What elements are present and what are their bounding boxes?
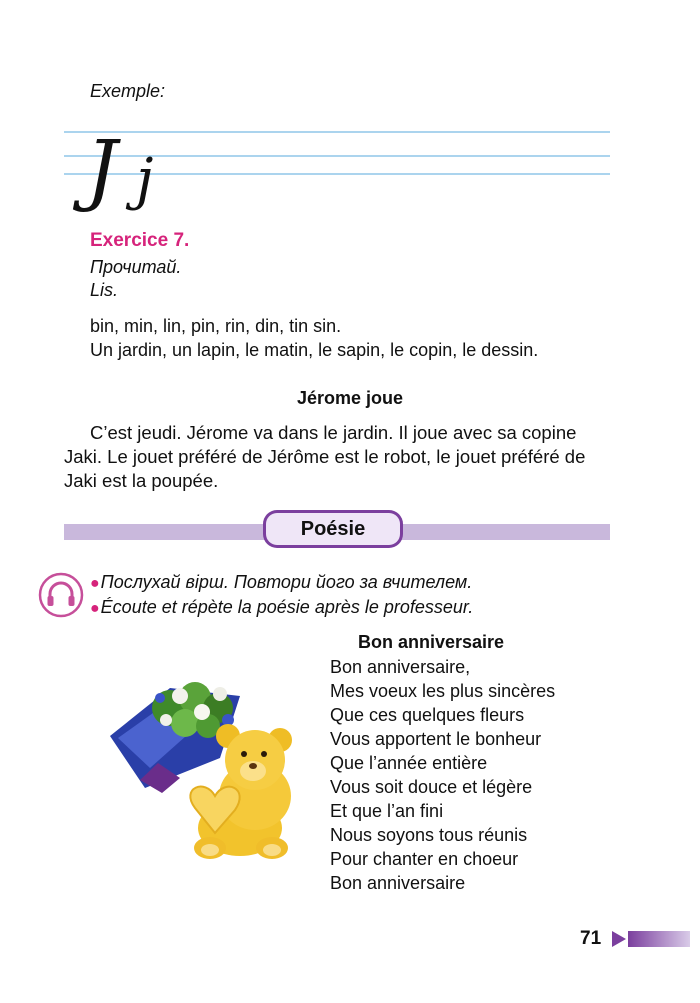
example-label: Exemple:: [90, 81, 166, 101]
exercise-instruction-fr: Lis.: [90, 280, 119, 300]
triangle-marker-icon: [612, 929, 690, 949]
words-line: Un jardin, un lapin, le matin, le sapin, le copin, le dessin.: [90, 340, 539, 360]
poem-line: Bon anniversaire,: [330, 657, 471, 677]
teddy-bear-bouquet-illustration: [100, 668, 305, 863]
section-heading-badge: [263, 510, 403, 548]
poem-line: Vous apportent le bonheur: [330, 729, 542, 749]
syllables-line: bin, min, lin, pin, rin, din, tin sin.: [90, 316, 342, 336]
poem-line: Mes voeux les plus sincères: [330, 681, 556, 701]
exercise-instruction-ua: Прочитай.: [90, 257, 182, 277]
cursive-letters-example: [64, 118, 610, 218]
bullet-icon: ●: [90, 575, 100, 592]
story-text: C’est jeudi. Jérome va dans le jardin. Il joue avec sa copine Jaki. Le jouet préféré de Jérôme est le robot, le jouet préféré de Jaki est la poupée.: [64, 422, 586, 491]
poem-line: Pour chanter en choeur: [330, 849, 519, 869]
instruction-ua: ●Послухай вірш. Повтори його за вчителем.: [90, 572, 473, 592]
poem-title: Bon anniversaire: [358, 632, 505, 652]
poem-line: Bon anniversaire: [330, 873, 466, 893]
instruction-fr: ●Écoute et répète la poésie après le professeur.: [90, 597, 474, 617]
poem-line: Que l’année entière: [330, 753, 488, 773]
bullet-icon: ●: [90, 600, 100, 617]
story-title: Jérome joue: [296, 388, 404, 408]
poem-line: Que ces quelques fleurs: [330, 705, 525, 725]
exercise-title: Exercice 7.: [90, 230, 190, 251]
poem-body: [330, 655, 555, 895]
headphones-icon: [38, 572, 84, 618]
svg-text:j: j: [136, 147, 154, 212]
poem-line: Et que l’an fini: [330, 801, 444, 821]
page-number: 71: [580, 928, 602, 949]
poem-line: Vous soit douce et légère: [330, 777, 533, 797]
section-title: Poésie: [266, 513, 400, 545]
poem-line: Nous soyons tous réunis: [330, 825, 528, 845]
svg-text:J: J: [86, 125, 118, 215]
